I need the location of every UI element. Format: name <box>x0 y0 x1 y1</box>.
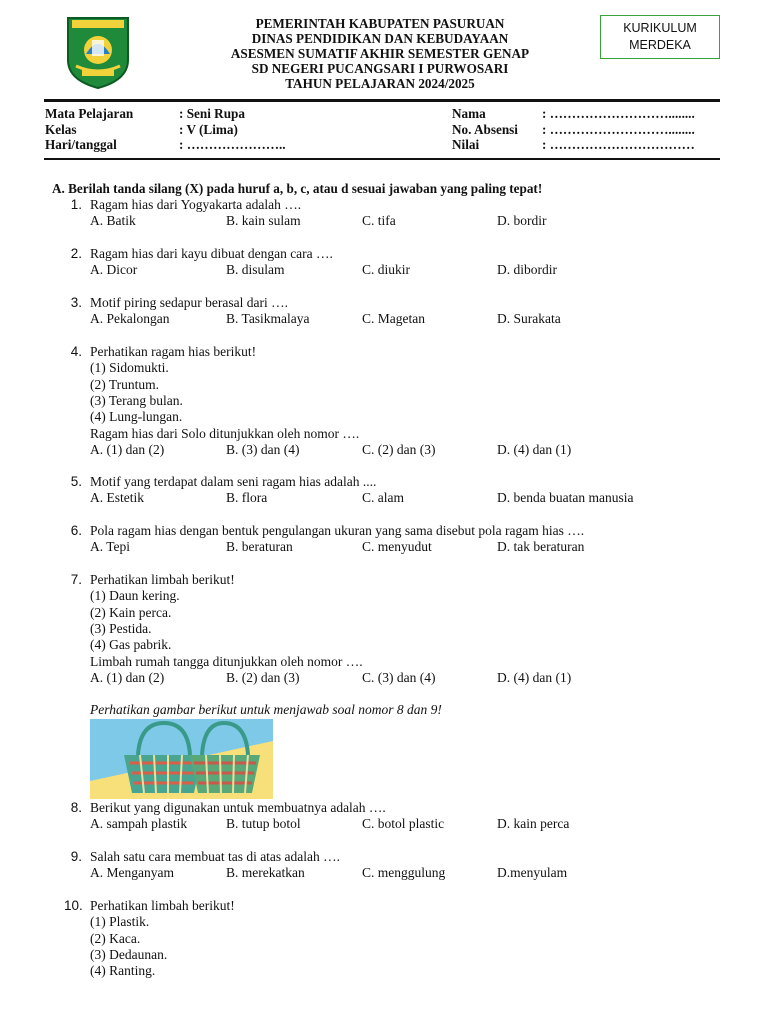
question-number: 4. <box>70 344 82 359</box>
question-line: Limbah rumah tangga ditunjukkan oleh nomor …. <box>90 653 363 669</box>
answer-option-d[interactable]: D. (4) dan (1) <box>497 669 572 685</box>
answer-option-a[interactable]: A. sampah plastik <box>90 816 188 832</box>
question-text: Motif piring sedapur berasal dari …. <box>90 295 288 310</box>
question-line: Ragam hias dari Solo ditunjukkan oleh nomor …. <box>90 425 360 441</box>
answer-option-b[interactable]: B. tutup botol <box>226 816 301 832</box>
answer-option-d[interactable]: D. kain perca <box>497 816 570 832</box>
question-number: 2. <box>70 246 82 261</box>
answer-option-d[interactable]: D. dibordir <box>497 262 557 278</box>
info-label-number: No. Absensi <box>452 121 518 137</box>
question-line: (4) Ranting. <box>90 963 156 979</box>
info-left-values <box>179 106 286 153</box>
info-label-class: Kelas <box>45 121 77 137</box>
info-value-name[interactable]: : ………………………........ <box>542 106 695 121</box>
curriculum-badge <box>600 15 720 59</box>
answer-option-b[interactable]: B. kain sulam <box>226 213 301 229</box>
info-value-subject: : Seni Rupa <box>179 106 245 121</box>
answer-option-b[interactable]: B. (3) dan (4) <box>226 441 300 457</box>
question-line: (2) Kaca. <box>90 930 141 946</box>
question-line: (4) Lung-lungan. <box>90 409 183 425</box>
answer-option-a[interactable]: A. Tepi <box>90 539 131 555</box>
answer-option-c[interactable]: C. menyudut <box>362 539 432 555</box>
answer-option-c[interactable]: C. (3) dan (4) <box>362 669 436 685</box>
answer-option-d[interactable]: D. (4) dan (1) <box>497 441 572 457</box>
question-number: 9. <box>70 849 82 864</box>
answer-option-c[interactable]: C. Magetan <box>362 311 425 327</box>
section-instruction: A. Berilah tanda silang (X) pada huruf a, b, c, atau d sesuai jawaban yang paling tepat! <box>52 181 543 196</box>
answer-option-c[interactable]: C. (2) dan (3) <box>362 441 436 457</box>
answer-option-b[interactable]: B. disulam <box>226 262 285 278</box>
question-line: (2) Kain perca. <box>90 604 172 620</box>
question-text: Berikut yang digunakan untuk membuatnya adalah …. <box>90 800 386 815</box>
answer-option-c[interactable]: C. menggulung <box>362 865 446 881</box>
question-text: Pola ragam hias dengan bentuk pengulangan ukuran yang sama disebut pola ragam hias …. <box>90 523 585 538</box>
question-number: 8. <box>70 800 82 815</box>
question-line: (2) Truntum. <box>90 376 160 392</box>
question-number: 3. <box>70 295 82 310</box>
badge-line-2: MERDEKA <box>629 38 691 52</box>
info-value-score: : …………………………… <box>542 137 695 152</box>
question-number: 7. <box>70 572 82 587</box>
question-number: 5. <box>70 474 82 489</box>
answer-option-a[interactable]: A. Dicor <box>90 262 138 278</box>
answer-option-b[interactable]: B. beraturan <box>226 539 293 555</box>
woven-bags-image <box>90 719 273 799</box>
answer-option-b[interactable]: B. flora <box>226 490 268 506</box>
answer-option-a[interactable]: A. Batik <box>90 213 136 229</box>
info-value-class: : V (Lima) <box>179 121 238 137</box>
question-text: Motif yang terdapat dalam seni ragam hias adalah .... <box>90 474 377 489</box>
header-line-5: TAHUN PELAJARAN 2024/2025 <box>285 76 475 91</box>
answer-option-d[interactable]: D.menyulam <box>497 865 568 881</box>
question-line: (3) Terang bulan. <box>90 392 183 408</box>
question-number: 10. <box>64 898 83 913</box>
header-divider-top <box>44 99 720 102</box>
info-right-values <box>542 106 695 153</box>
answer-option-d[interactable]: D. tak beraturan <box>497 539 585 555</box>
info-label-score: Nilai <box>452 137 480 152</box>
answer-option-b[interactable]: B. (2) dan (3) <box>226 669 300 685</box>
answer-option-a[interactable]: A. Pekalongan <box>90 311 170 327</box>
info-label-name: Nama <box>452 106 486 121</box>
info-right-labels <box>452 106 518 153</box>
question-text: Ragam hias dari kayu dibuat dengan cara …. <box>90 246 333 261</box>
answer-option-a[interactable]: A. Menganyam <box>90 865 174 881</box>
answer-option-c[interactable]: C. botol plastic <box>362 816 445 832</box>
answer-option-b[interactable]: B. merekatkan <box>226 865 305 881</box>
info-value-number[interactable]: : ………………………........ <box>542 121 695 137</box>
answer-option-a[interactable]: A. Estetik <box>90 490 144 506</box>
question-text: Perhatikan limbah berikut! <box>90 898 235 913</box>
question-text: Ragam hias dari Yogyakarta adalah …. <box>90 197 302 212</box>
answer-option-d[interactable]: D. bordir <box>497 213 547 229</box>
header-line-2: DINAS PENDIDIKAN DAN KEBUDAYAAN <box>251 31 509 46</box>
question-number: 1. <box>70 197 82 212</box>
question-text: Salah satu cara membuat tas di atas adalah …. <box>90 849 341 864</box>
header-line-3: ASESMEN SUMATIF AKHIR SEMESTER GENAP <box>230 46 530 61</box>
answer-option-d[interactable]: D. benda buatan manusia <box>497 490 634 506</box>
info-left-labels <box>45 106 133 153</box>
question-line: (1) Daun kering. <box>90 588 180 604</box>
question-line: (1) Plastik. <box>90 914 150 930</box>
answer-option-d[interactable]: D. Surakata <box>497 311 561 327</box>
answer-option-a[interactable]: A. (1) dan (2) <box>90 669 165 685</box>
answer-option-c[interactable]: C. alam <box>362 490 404 506</box>
question-line: (3) Dedaunan. <box>90 946 168 962</box>
badge-line-1: KURIKULUM <box>623 21 697 35</box>
question-text: Perhatikan ragam hias berikut! <box>90 344 257 359</box>
info-label-subject: Mata Pelajaran <box>45 106 134 121</box>
info-value-date[interactable]: : ………………….. <box>179 137 286 152</box>
question-text: Perhatikan limbah berikut! <box>90 572 235 587</box>
info-label-date: Hari/tanggal <box>45 137 117 152</box>
question-line: (4) Gas pabrik. <box>90 637 172 653</box>
figure-note: Perhatikan gambar berikut untuk menjawab soal nomor 8 dan 9! <box>90 702 442 717</box>
question-line: (3) Pestida. <box>90 620 152 636</box>
answer-option-b[interactable]: B. Tasikmalaya <box>226 311 310 327</box>
regency-logo <box>64 14 132 90</box>
header-line-1: PEMERINTAH KABUPATEN PASURUAN <box>255 16 505 31</box>
question-line: (1) Sidomukti. <box>90 360 169 376</box>
question-number: 6. <box>70 523 82 538</box>
answer-option-c[interactable]: C. diukir <box>362 262 411 278</box>
header-divider-bottom <box>44 158 720 160</box>
answer-option-a[interactable]: A. (1) dan (2) <box>90 441 165 457</box>
answer-option-c[interactable]: C. tifa <box>362 213 396 229</box>
school-header <box>180 16 580 91</box>
header-line-4: SD NEGERI PUCANGSARI I PURWOSARI <box>251 61 509 76</box>
